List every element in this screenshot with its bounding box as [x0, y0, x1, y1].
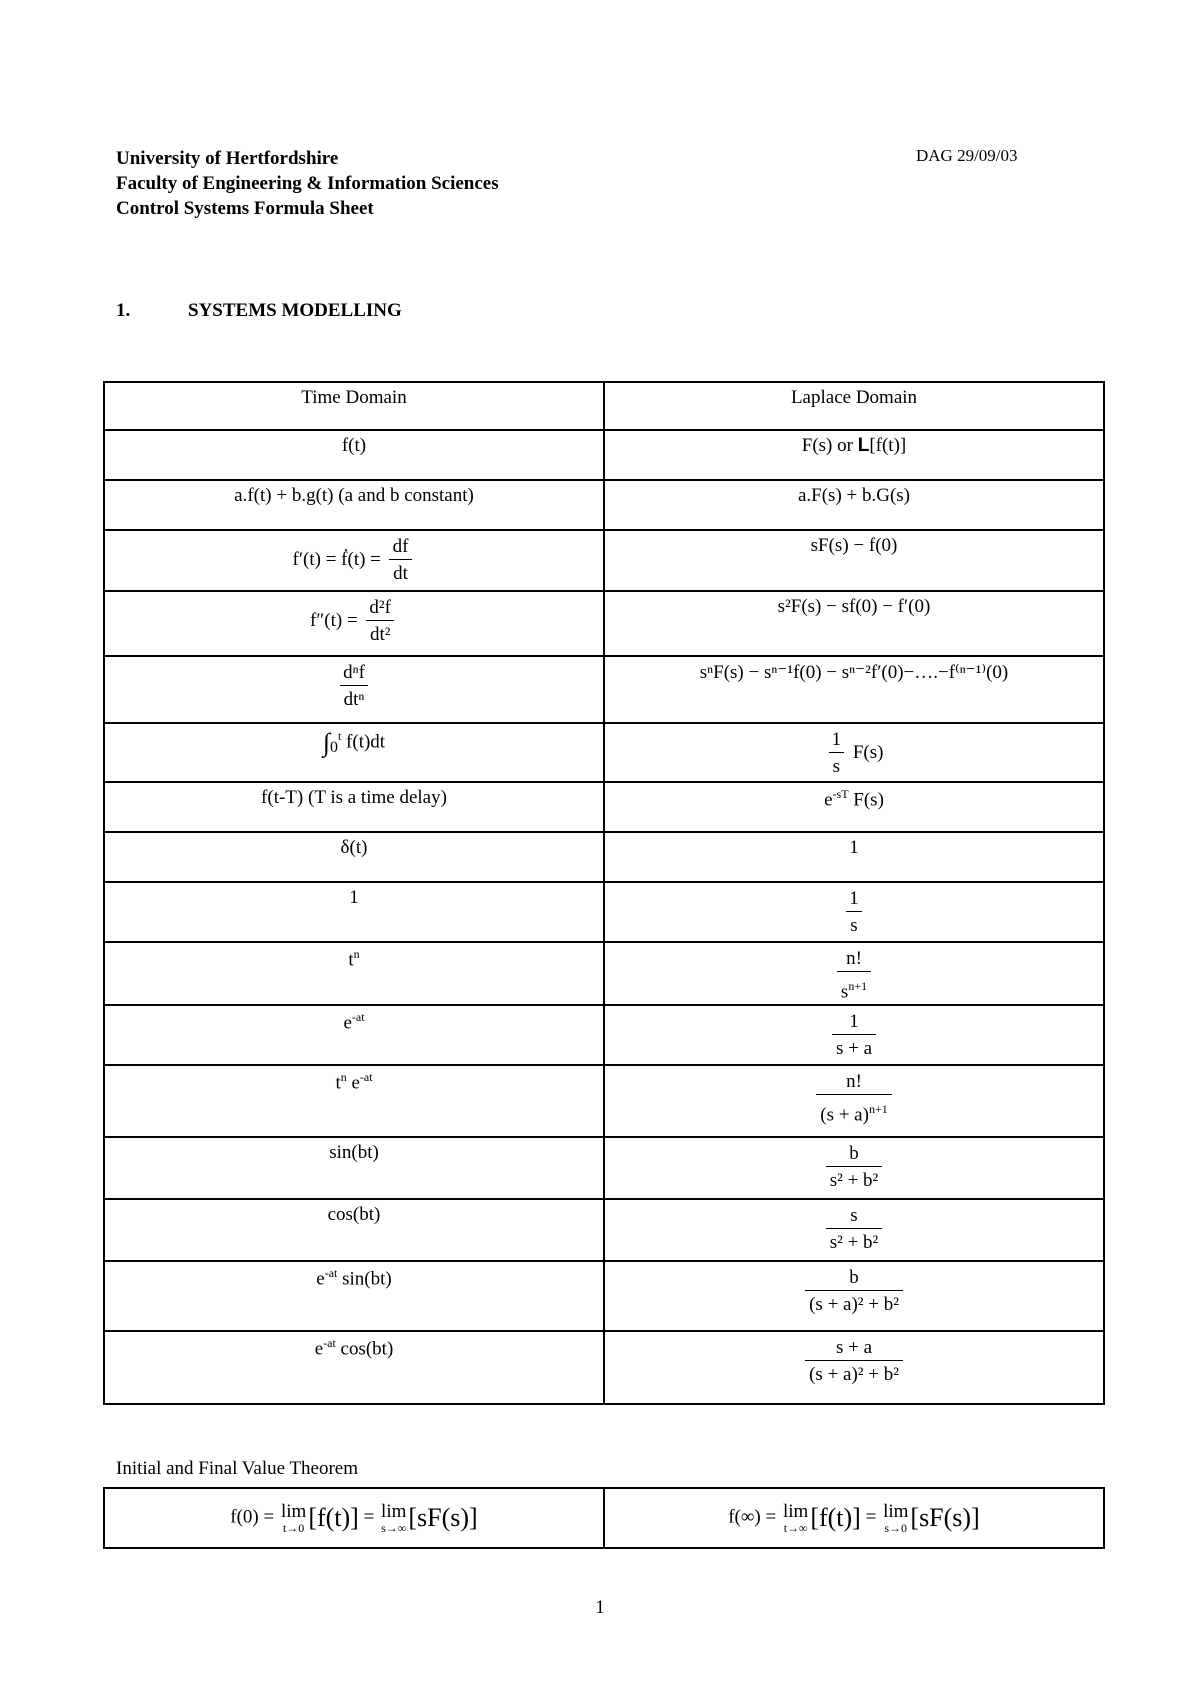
- limit-label: lim: [782, 1501, 809, 1522]
- fraction: [826, 1204, 883, 1255]
- bracket-term: [f(t)]: [810, 1503, 861, 1532]
- denominator: (s + a)² + b²: [805, 1360, 903, 1387]
- sheet-title: Control Systems Formula Sheet: [116, 198, 374, 219]
- limit-label: lim: [883, 1501, 909, 1522]
- denominator: [837, 971, 871, 1004]
- laplace-text: F(s) or: [801, 435, 853, 456]
- denominator: dtⁿ: [340, 685, 369, 712]
- numerator: dⁿf: [343, 662, 365, 683]
- time-text: sin(bt): [342, 1268, 392, 1290]
- numerator: 1: [849, 888, 859, 909]
- numerator: 1: [831, 729, 842, 750]
- fraction: [816, 1070, 891, 1127]
- numerator: s: [850, 1205, 858, 1227]
- initial-value-cell: [104, 1488, 604, 1548]
- laplace-transform-table: [103, 381, 1105, 1405]
- exp-base: e: [824, 789, 833, 811]
- time-cell: [104, 1005, 604, 1065]
- section-heading: [116, 300, 402, 322]
- time-cell: [104, 656, 604, 723]
- denominator: dt²: [366, 620, 394, 647]
- fraction: [805, 1336, 903, 1387]
- time-text: cos(bt): [340, 1338, 394, 1360]
- denominator-base: (s + a): [820, 1104, 869, 1126]
- theorem-heading: Initial and Final Value Theorem: [116, 1458, 359, 1479]
- document-header: [116, 146, 499, 221]
- col-header-time: Time Domain: [104, 382, 604, 430]
- limit: [783, 1502, 808, 1534]
- exp-base: e: [343, 1012, 352, 1034]
- time-cell: [104, 942, 604, 1005]
- laplace-cell: [604, 1261, 1104, 1331]
- table-row: [104, 1137, 1104, 1199]
- denominator: [816, 1094, 891, 1127]
- time-text: f′(t) = ḟ(t) =: [292, 548, 381, 570]
- numerator: b: [849, 1143, 859, 1165]
- time-cell: 1: [104, 882, 604, 942]
- laplace-cell: [604, 942, 1104, 1005]
- laplace-cell: [604, 1331, 1104, 1404]
- limit: [883, 1502, 908, 1534]
- laplace-cell: sF(s) − f(0): [604, 530, 1104, 591]
- table-row: [104, 832, 1104, 882]
- time-cell: [104, 1261, 604, 1331]
- bracket-term: [f(t)]: [308, 1503, 359, 1532]
- exp-base: e: [316, 1268, 325, 1290]
- university-name: University of Hertfordshire: [116, 148, 339, 169]
- numerator: n!: [846, 948, 862, 969]
- numerator: d²f: [369, 597, 391, 618]
- table-row: [104, 882, 1104, 942]
- denominator: s + a: [832, 1034, 876, 1061]
- limit-subscript: s→0: [884, 1521, 908, 1535]
- numerator: n!: [846, 1071, 862, 1093]
- power-base: s: [840, 981, 849, 1003]
- numerator: s + a: [835, 1337, 873, 1359]
- fraction: [845, 887, 863, 938]
- power-exponent: n: [353, 947, 360, 961]
- exp-power: -at: [359, 1070, 373, 1085]
- time-text: f(t)dt: [346, 731, 386, 753]
- table-row: [104, 1331, 1104, 1404]
- exp-power: -sT: [832, 787, 849, 801]
- limit-subscript: s→∞: [381, 1521, 407, 1535]
- laplace-text: F(s): [852, 741, 884, 763]
- value-theorem-table: [103, 1487, 1105, 1549]
- laplace-operator: L: [857, 435, 870, 456]
- table-row: [104, 1199, 1104, 1261]
- denominator: s: [829, 752, 844, 779]
- numerator: b: [849, 1267, 859, 1289]
- equals-sign: =: [363, 1506, 375, 1528]
- laplace-text: [f(t)]: [869, 435, 907, 456]
- limit: [381, 1502, 406, 1534]
- laplace-cell: a.F(s) + b.G(s): [604, 480, 1104, 530]
- table-row: [104, 723, 1104, 782]
- laplace-cell: [604, 430, 1104, 480]
- integral-lower-limit: 0: [330, 739, 338, 757]
- power-exponent: n+1: [848, 979, 868, 993]
- section-title: SYSTEMS MODELLING: [188, 300, 402, 321]
- time-cell: [104, 1065, 604, 1137]
- laplace-text: F(s): [853, 789, 884, 811]
- numerator: df: [392, 536, 409, 557]
- integral-upper-limit: t: [337, 729, 342, 744]
- numerator: 1: [849, 1011, 859, 1033]
- fraction: [805, 1266, 903, 1317]
- col-header-laplace: Laplace Domain: [604, 382, 1104, 430]
- time-cell: cos(bt): [104, 1199, 604, 1261]
- table-row: [104, 430, 1104, 480]
- final-value-cell: [604, 1488, 1104, 1548]
- integral-icon: ∫: [322, 728, 331, 757]
- table-row: [104, 1488, 1104, 1548]
- time-text: f″(t) =: [310, 609, 358, 631]
- laplace-cell: [604, 882, 1104, 942]
- time-cell: [104, 530, 604, 591]
- power-exponent: n: [340, 1070, 347, 1085]
- fraction: [826, 1142, 883, 1193]
- fraction: [837, 947, 871, 1004]
- time-cell: f(t-T) (T is a time delay): [104, 782, 604, 832]
- time-cell: [104, 591, 604, 656]
- time-cell: [104, 723, 604, 782]
- table-row: [104, 1005, 1104, 1065]
- power-exponent: n+1: [868, 1102, 888, 1117]
- table-row: [104, 530, 1104, 591]
- table-header-row: [104, 382, 1104, 430]
- exp-power: -at: [323, 1336, 336, 1351]
- exp-base: e: [314, 1338, 324, 1360]
- denominator: s² + b²: [826, 1166, 883, 1193]
- table-row: [104, 1065, 1104, 1137]
- time-cell: f(t): [104, 430, 604, 480]
- equals-sign: =: [865, 1506, 877, 1528]
- denominator: s: [846, 911, 861, 938]
- page-number: 1: [595, 1597, 605, 1618]
- exp-power: -at: [351, 1010, 365, 1025]
- bracket-term: [sF(s)]: [910, 1503, 980, 1532]
- laplace-cell: [604, 1199, 1104, 1261]
- fraction: [389, 535, 413, 586]
- denominator: (s + a)² + b²: [805, 1290, 903, 1317]
- laplace-cell: s²F(s) − sf(0) − f′(0): [604, 591, 1104, 656]
- table-row: [104, 656, 1104, 723]
- laplace-cell: [604, 1005, 1104, 1065]
- laplace-cell: [604, 723, 1104, 782]
- time-cell: sin(bt): [104, 1137, 604, 1199]
- laplace-cell: 1: [604, 832, 1104, 882]
- time-cell: a.f(t) + b.g(t) (a and b constant): [104, 480, 604, 530]
- laplace-cell: sⁿF(s) − sⁿ⁻¹f(0) − sⁿ⁻²f′(0)−….−f⁽ⁿ⁻¹⁾(0): [604, 656, 1104, 723]
- final-lhs: f(∞) =: [728, 1506, 777, 1528]
- time-cell: δ(t): [104, 832, 604, 882]
- limit-subscript: t→∞: [783, 1521, 808, 1535]
- limit-subscript: t→0: [282, 1521, 305, 1535]
- table-row: [104, 591, 1104, 656]
- table-row: [104, 1261, 1104, 1331]
- table-row: [104, 782, 1104, 832]
- laplace-cell: [604, 1065, 1104, 1137]
- power-base: t: [335, 1072, 341, 1094]
- time-cell: [104, 1331, 604, 1404]
- table-row: [104, 480, 1104, 530]
- laplace-cell: [604, 1137, 1104, 1199]
- denominator: s² + b²: [826, 1228, 883, 1255]
- fraction: [828, 728, 846, 779]
- limit-label: lim: [381, 1501, 407, 1522]
- fraction: [339, 661, 369, 712]
- limit-label: lim: [280, 1501, 307, 1522]
- power-base: t: [348, 949, 354, 971]
- initial-lhs: f(0) =: [230, 1506, 275, 1528]
- bracket-term: [sF(s)]: [408, 1503, 478, 1532]
- fraction: [832, 1010, 876, 1061]
- laplace-cell: [604, 782, 1104, 832]
- exp-power: -at: [324, 1266, 338, 1281]
- fraction: [365, 596, 395, 647]
- exp-base: e: [351, 1072, 360, 1094]
- section-number: 1.: [116, 300, 131, 321]
- limit: [281, 1502, 306, 1534]
- faculty-name: Faculty of Engineering & Information Sciences: [116, 173, 499, 194]
- denominator: dt: [389, 559, 412, 586]
- table-row: [104, 942, 1104, 1005]
- document-date: DAG 29/09/03: [916, 146, 1018, 165]
